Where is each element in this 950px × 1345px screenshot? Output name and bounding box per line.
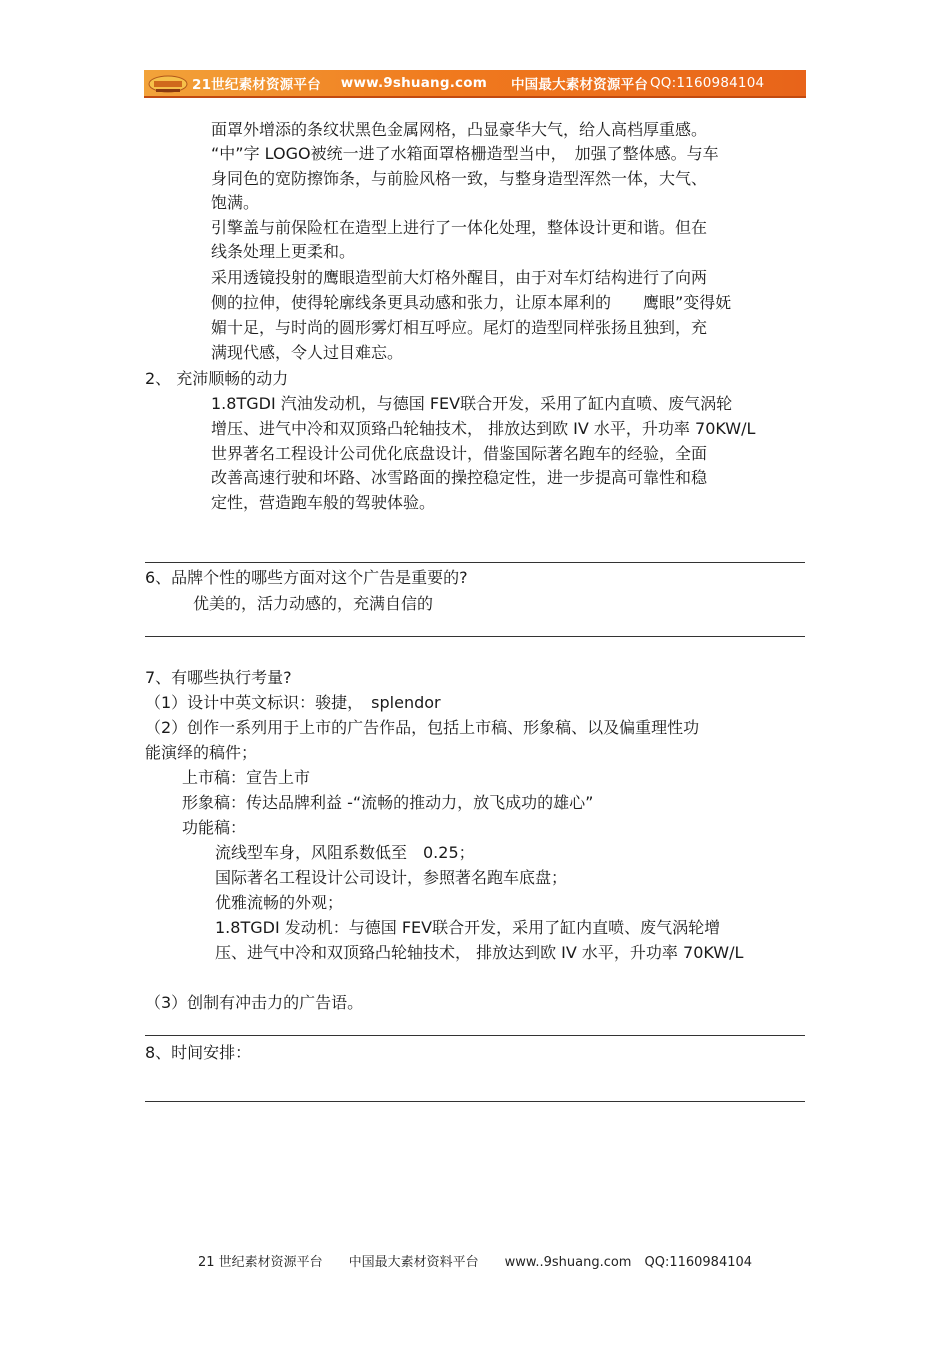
body-text-line: 形象稿：传达品牌利益 -“流畅的推动力，放飞成功的雄心” [182, 793, 594, 812]
body-text-line: 侧的拉伸，使得轮廓线条更具动感和张力，让原本犀利的 鹰眼”变得妩 [211, 293, 732, 312]
body-text-line: 功能稿： [182, 818, 247, 837]
body-text-line: 采用透镜投射的鹰眼造型前大灯格外醒目，由于对车灯结构进行了向两 [211, 268, 708, 287]
body-text-line: 能演绎的稿件； [145, 743, 258, 762]
body-text-line: 饱满。 [211, 193, 260, 212]
body-text-line: 1.8TGDI 发动机：与德国 FEV联合开发，采用了缸内直喷、废气涡轮增 [215, 918, 721, 937]
divider [145, 1035, 805, 1036]
divider [145, 636, 805, 637]
body-text-line: 增压、进气中冷和双顶臵凸轮轴技术， 排放达到欧 IV 水平，升功率 70KW/L [211, 419, 756, 438]
body-text-line: （2）创作一系列用于上市的广告作品，包括上市稿、形象稿、以及偏重理性功 [145, 718, 700, 737]
question-heading: 8、时间安排： [145, 1043, 252, 1062]
body-text-line: 引擎盖与前保险杠在造型上进行了一体化处理，整体设计更和谐。但在 [211, 218, 708, 237]
question-heading: 6、品牌个性的哪些方面对这个广告是重要的? [145, 568, 468, 587]
divider [145, 1101, 805, 1102]
body-text-line: 满现代感，令人过目难忘。 [211, 343, 404, 362]
header-slogan: 中国最大素材资源平台 [510, 77, 648, 93]
site-logo-icon [146, 72, 190, 94]
body-text-line: 国际著名工程设计公司设计，参照著名跑车底盘； [215, 868, 568, 887]
answer-text: 优美的，活力动感的，充满自信的 [193, 594, 434, 613]
body-text-line: 线条处理上更柔和。 [211, 242, 356, 261]
section-heading: 2、 充沛顺畅的动力 [145, 369, 289, 388]
body-text-line: “中”字 LOGO被统一进了水箱面罩格栅造型当中， 加强了整体感。与车 [211, 144, 719, 163]
body-text-line: 流线型车身，风阻系数低至 0.25； [215, 843, 475, 862]
body-text-line: 压、进气中冷和双顶臵凸轮轴技术， 排放达到欧 IV 水平，升功率 70KW/L [215, 943, 744, 962]
header-banner [144, 70, 806, 98]
body-text-line: 媚十足，与时尚的圆形雾灯相互呼应。尾灯的造型同样张扬且独到，充 [211, 318, 708, 337]
body-text-line: 上市稿：宣告上市 [182, 768, 311, 787]
body-text-line: （1）设计中英文标识：骏捷， splendor [145, 693, 441, 712]
body-text-line: 世界著名工程设计公司优化底盘设计，借鉴国际著名跑车的经验，全面 [211, 444, 708, 463]
body-text-line: 面罩外增添的条纹状黑色金属网格，凸显豪华大气，给人高档厚重感。 [211, 120, 708, 139]
body-text-line: 身同色的宽防擦饰条，与前脸风格一致，与整身造型浑然一体，大气、 [211, 169, 708, 188]
body-text-line: 定性，营造跑车般的驾驶体验。 [211, 493, 436, 512]
body-text-line: （3）创制有冲击力的广告语。 [145, 993, 364, 1012]
body-text-line: 优雅流畅的外观； [215, 893, 344, 912]
header-url[interactable]: www.9shuang.com [340, 75, 487, 91]
footer-text: 21 世纪素材资源平台 中国最大素材资料平台 www..9shuang.com QQ:1160984104 [197, 1255, 753, 1270]
body-text-line: 1.8TGDI 汽油发动机，与德国 FEV联合开发，采用了缸内直喷、废气涡轮 [211, 394, 733, 413]
header-qq: QQ:1160984104 [649, 75, 765, 91]
divider [145, 562, 805, 563]
body-text-line: 改善高速行驶和坏路、冰雪路面的操控稳定性，进一步提高可靠性和稳 [211, 468, 708, 487]
header-site-name: 21世纪素材资源平台 [192, 77, 321, 93]
question-heading: 7、有哪些执行考量? [145, 668, 292, 687]
